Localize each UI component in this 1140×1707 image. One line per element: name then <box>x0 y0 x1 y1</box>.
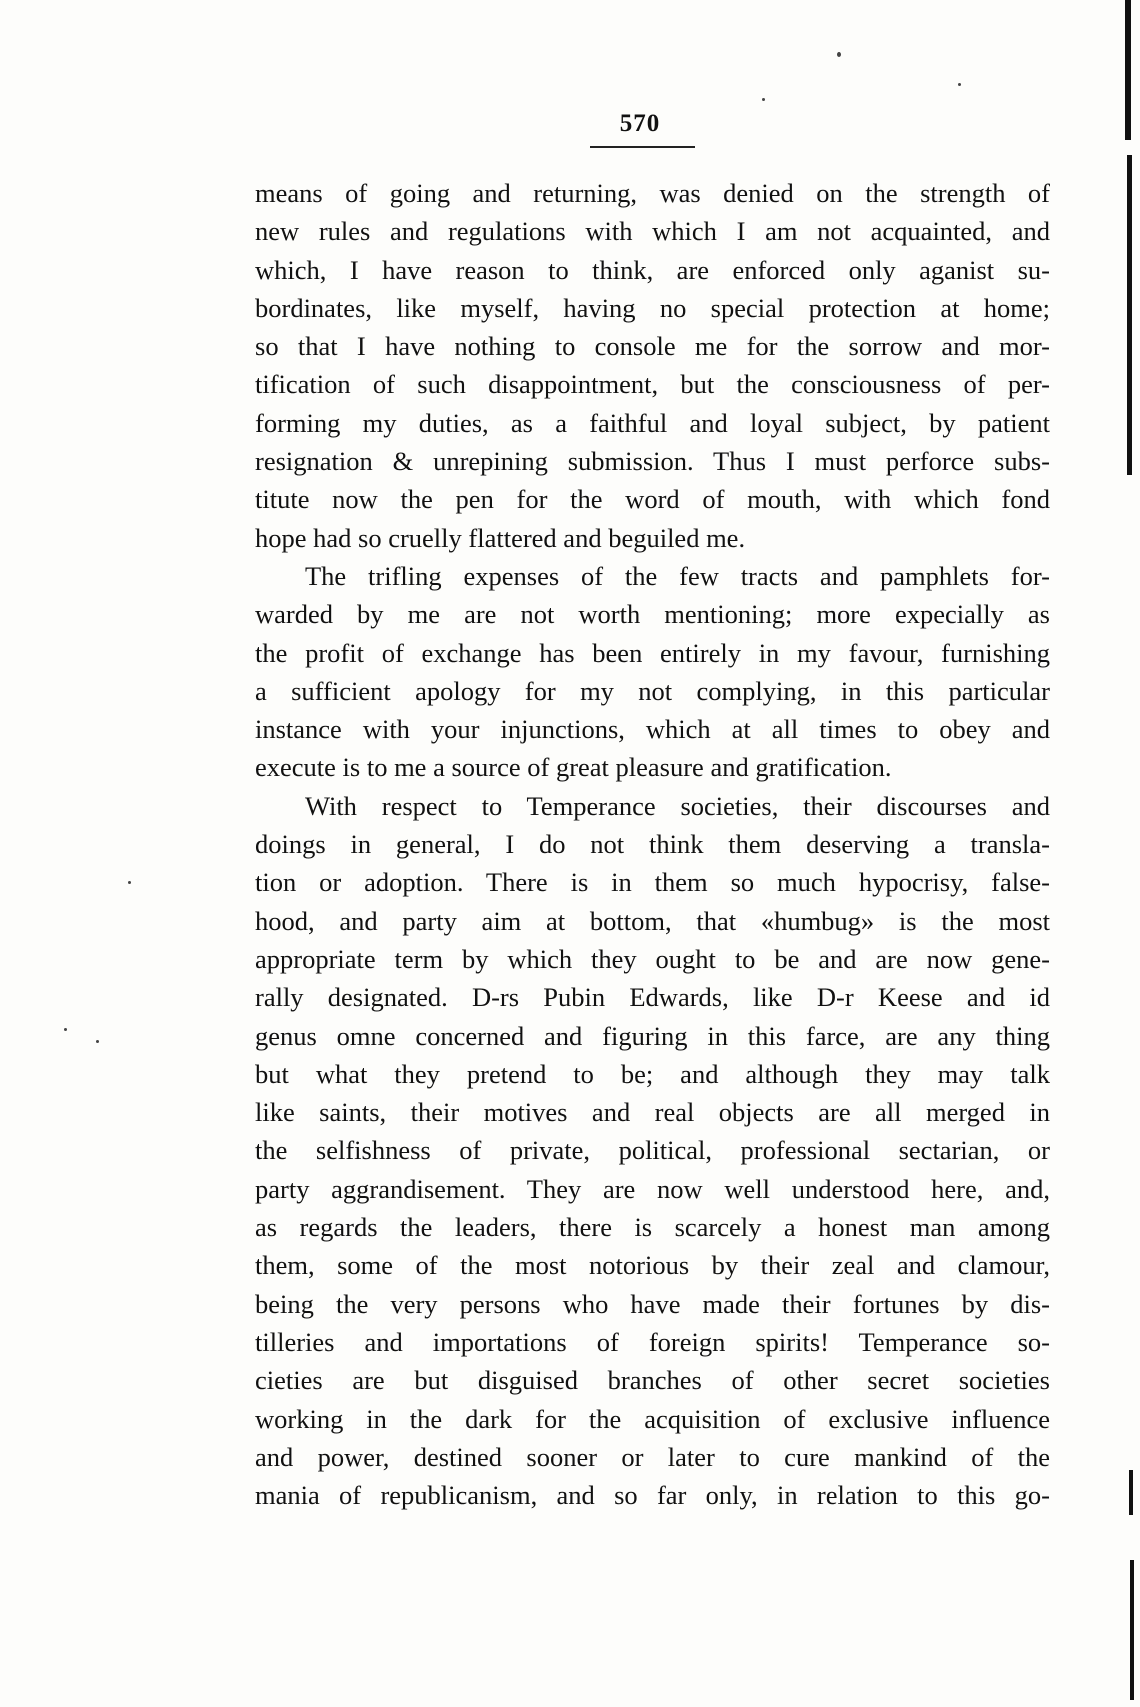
scan-speck <box>128 881 131 884</box>
text-line: cieties are but disguised branches of other secret societies <box>255 1365 1050 1396</box>
scan-edge-mark <box>1127 155 1132 475</box>
text-line: forming my duties, as a faithful and loyal subject, by patient <box>255 407 1050 438</box>
scan-edge-mark <box>1130 1560 1134 1700</box>
paragraph-1 <box>255 174 1050 557</box>
text-line: the selfishness of private, political, professional sectarian, or <box>255 1135 1050 1166</box>
text-line: a sufficient apology for my not complying, in this particular <box>255 675 1050 706</box>
scan-speck <box>64 1028 67 1031</box>
text-line: appropriate term by which they ought to be and are now gene- <box>255 943 1050 974</box>
text-line: tion or adoption. There is in them so much hypocrisy, false- <box>255 867 1050 898</box>
text-line: the profit of exchange has been entirely in my favour, furnishing <box>255 637 1050 668</box>
body-text <box>255 174 1050 1514</box>
text-line: hope had so cruelly flattered and beguiled me. <box>255 522 746 553</box>
text-line: genus omne concerned and figuring in this farce, are any thing <box>255 1020 1050 1051</box>
scan-speck <box>96 1040 99 1043</box>
text-line: resignation & unrepining submission. Thus I must perforce subs- <box>255 446 1050 477</box>
text-line: warded by me are not worth mentioning; more expecially as <box>255 599 1050 630</box>
text-line: titute now the pen for the word of mouth, with which fond <box>255 484 1050 515</box>
text-line: party aggrandisement. They are now well understood here, and, <box>255 1173 1050 1204</box>
page-number-underline <box>590 146 695 148</box>
text-line: hood, and party aim at bottom, that «humbug» is the most <box>255 905 1050 936</box>
text-line: doings in general, I do not think them deserving a transla- <box>255 829 1050 860</box>
scan-speck <box>958 83 961 86</box>
text-line: so that I have nothing to console me for the sorrow and mor- <box>255 331 1050 362</box>
text-line: which, I have reason to think, are enforced only aganist su- <box>255 254 1050 285</box>
text-line: With respect to Temperance societies, their discourses and <box>305 790 1050 821</box>
text-line: mania of republicanism, and so far only, in relation to this go- <box>255 1480 1050 1511</box>
text-line: The trifling expenses of the few tracts and pamphlets for- <box>305 560 1050 591</box>
text-line: tilleries and importations of foreign spirits! Temperance so- <box>255 1326 1050 1357</box>
scan-speck <box>762 98 765 101</box>
text-line: means of going and returning, was denied on the strength of <box>255 178 1050 208</box>
text-line: execute is to me a source of great pleasure and gratification. <box>255 752 892 783</box>
text-line: rally designated. D-rs Pubin Edwards, like D-r Keese and id <box>255 982 1050 1013</box>
text-line: being the very persons who have made their fortunes by dis- <box>255 1288 1050 1319</box>
text-line: instance with your injunctions, which at all times to obey and <box>255 714 1050 745</box>
text-line: like saints, their motives and real objects are all merged in <box>255 1097 1050 1128</box>
text-line: new rules and regulations with which I am not acquainted, and <box>255 216 1050 247</box>
scan-speck <box>837 52 841 57</box>
text-line: but what they pretend to be; and although they may talk <box>255 1058 1050 1089</box>
paragraph-3 <box>255 787 1050 1515</box>
text-line: tification of such disappointment, but the consciousness of per- <box>255 369 1050 400</box>
text-line: them, some of the most notorious by their zeal and clamour, <box>255 1250 1050 1281</box>
text-line: as regards the leaders, there is scarcely a honest man among <box>255 1212 1050 1243</box>
scan-edge-mark <box>1125 0 1131 140</box>
page-number: 570 <box>619 110 661 137</box>
paragraph-2 <box>255 557 1050 787</box>
scan-edge-mark <box>1129 1470 1133 1515</box>
text-line: bordinates, like myself, having no special protection at home; <box>255 292 1050 323</box>
text-line: and power, destined sooner or later to cure mankind of the <box>255 1441 1050 1472</box>
text-line: working in the dark for the acquisition of exclusive influence <box>255 1403 1050 1434</box>
